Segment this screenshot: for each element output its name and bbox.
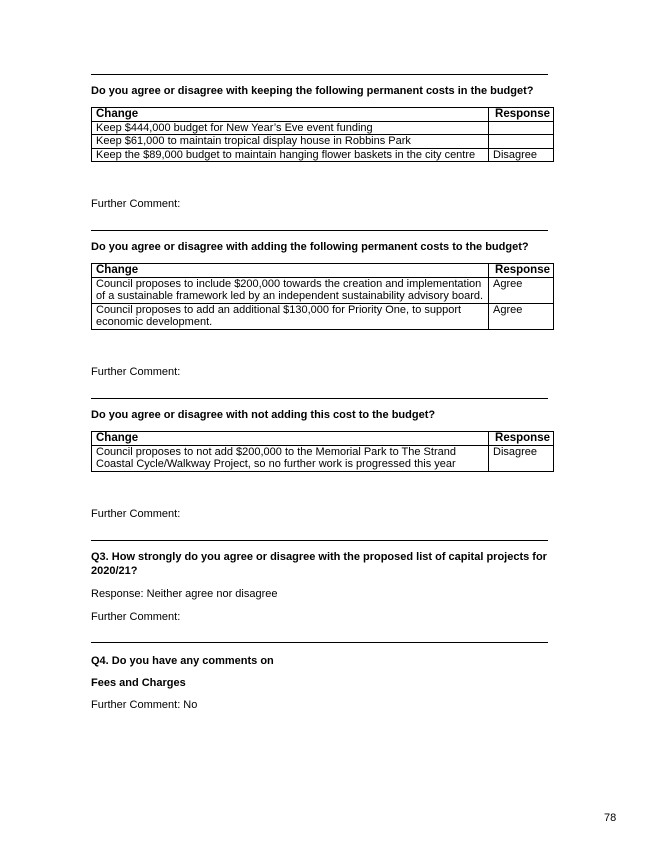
q3-response: Response: Neither agree nor disagree [91, 588, 278, 600]
change-column-header: Change [92, 432, 489, 446]
response-column-header: Response [489, 432, 554, 446]
change-cell: Council proposes to add an additional $130,000 for Priority One, to support economic development. [92, 303, 489, 329]
table-header-row [92, 432, 554, 446]
change-cell: Keep $61,000 to maintain tropical display house in Robbins Park [92, 135, 489, 149]
section-3-further-comment: Further Comment: [91, 508, 181, 520]
response-cell [489, 121, 554, 135]
response-cell: Disagree [489, 445, 554, 471]
divider-3 [91, 398, 548, 399]
response-cell: Agree [489, 277, 554, 303]
section-2-table [91, 263, 554, 330]
section-3-table [91, 431, 554, 472]
section-1-table [91, 107, 554, 162]
q4-question: Q4. Do you have any comments on [91, 655, 274, 667]
response-cell: Disagree [489, 148, 554, 162]
table-row [92, 303, 554, 329]
change-column-header: Change [92, 108, 489, 122]
divider-5 [91, 642, 548, 643]
change-cell: Keep the $89,000 budget to maintain hanging flower baskets in the city centre [92, 148, 489, 162]
response-cell [489, 135, 554, 149]
response-column-header: Response [489, 108, 554, 122]
table-row [92, 148, 554, 162]
q4-subheading: Fees and Charges [91, 677, 186, 689]
section-1-question: Do you agree or disagree with keeping the following permanent costs in the budget? [91, 85, 534, 97]
table-row [92, 277, 554, 303]
table-row [92, 121, 554, 135]
response-column-header: Response [489, 264, 554, 278]
page-number: 78 [604, 812, 617, 824]
divider-1 [91, 74, 548, 75]
section-2-question: Do you agree or disagree with adding the following permanent costs to the budget? [91, 241, 529, 253]
q3-further-comment: Further Comment: [91, 611, 181, 623]
q3-question: Q3. How strongly do you agree or disagree with the proposed list of capital projects for 2020/21? [91, 551, 547, 577]
response-cell: Agree [489, 303, 554, 329]
change-column-header: Change [92, 264, 489, 278]
section-1-further-comment: Further Comment: [91, 198, 181, 210]
table-header-row [92, 108, 554, 122]
change-cell: Council proposes to not add $200,000 to the Memorial Park to The Strand Coastal Cycle/Walkway Project, so no further work is progressed this year [92, 445, 489, 471]
table-row [92, 135, 554, 149]
table-header-row [92, 264, 554, 278]
change-cell: Keep $444,000 budget for New Year’s Eve event funding [92, 121, 489, 135]
divider-2 [91, 230, 548, 231]
change-cell: Council proposes to include $200,000 towards the creation and implementation of a sustainable framework led by an independent sustainability advisory board. [92, 277, 489, 303]
section-3-question: Do you agree or disagree with not adding this cost to the budget? [91, 409, 436, 421]
section-2-further-comment: Further Comment: [91, 366, 181, 378]
table-row [92, 445, 554, 471]
q4-further-comment: Further Comment: No [91, 699, 198, 711]
divider-4 [91, 540, 548, 541]
